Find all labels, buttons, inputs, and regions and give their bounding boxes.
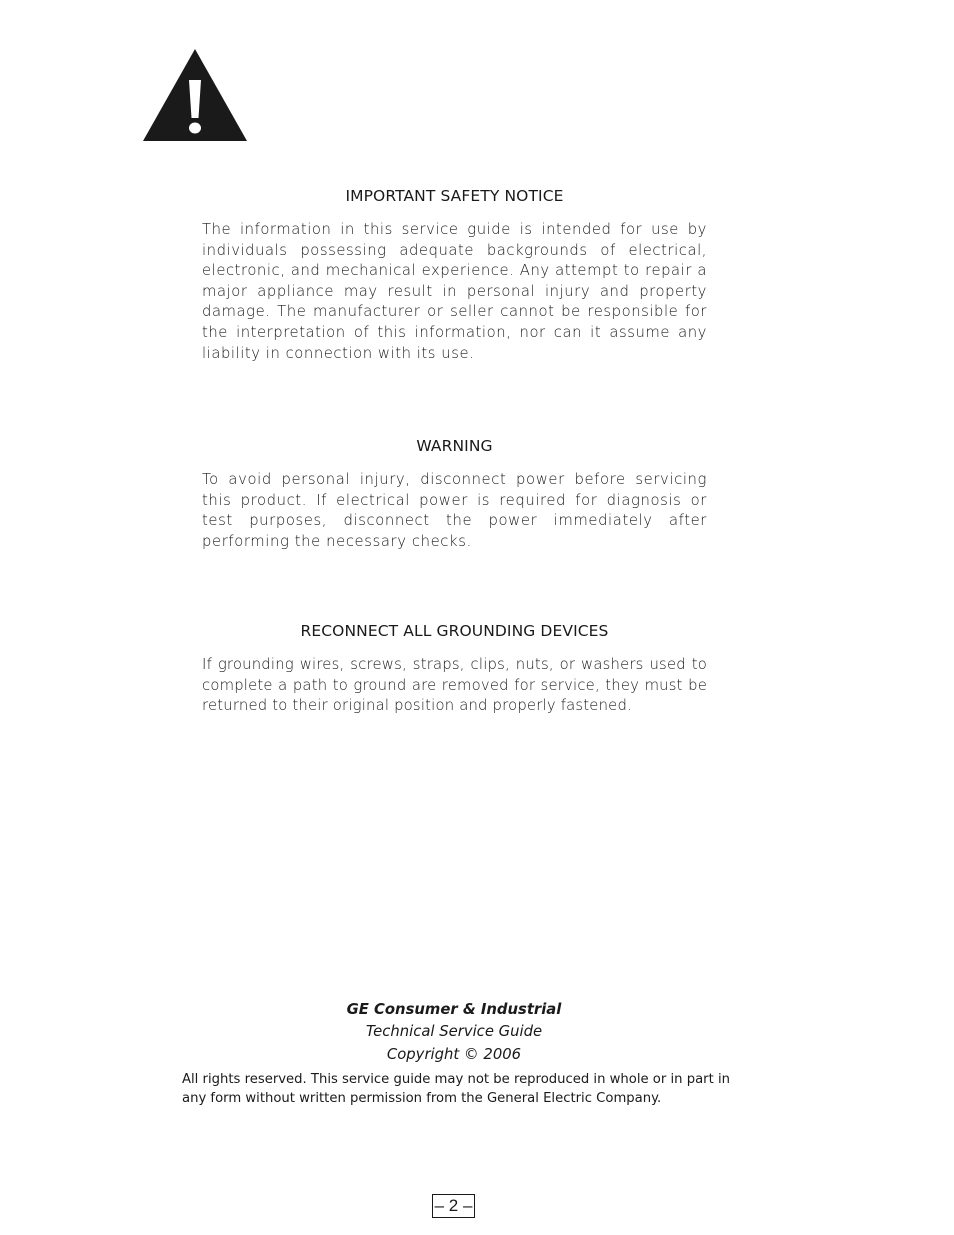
warning-triangle-icon: [142, 48, 248, 142]
safety-notice-heading: IMPORTANT SAFETY NOTICE: [345, 187, 564, 205]
footer-guide-title: Technical Service Guide: [365, 1023, 543, 1040]
footer-company: GE Consumer & Industrial: [346, 1001, 562, 1018]
page-number: – 2 –: [432, 1194, 475, 1218]
rights-notice: All rights reserved. This service guide may not be reproduced in whole or in part in any form without written permission from the General Electric Company.: [182, 1072, 730, 1106]
safety-notice-text: The information in this service guide is intended for use by individuals possessing adequate backgrounds of electrical, electronic, and mechanical experience. Any attempt to repair a major appliance may result in personal injury and property damage. The manufacturer or seller cannot be responsible for the interpretation of this information, nor can it assume any liability in connection with its use.: [202, 221, 707, 362]
grounding-heading: RECONNECT ALL GROUNDING DEVICES: [300, 622, 609, 640]
grounding-text: If grounding wires, screws, straps, clips, nuts, or washers used to complete a path to ground are removed for service, they must be returned to their original position and properly fastened.: [202, 656, 707, 715]
warning-heading: WARNING: [416, 437, 493, 455]
warning-text: To avoid personal injury, disconnect power before servicing this product. If electrical power is required for diagnosis or test purposes, disconnect the power immediately after performing the necessary checks.: [202, 471, 707, 550]
footer-copyright: Copyright © 2006: [386, 1046, 522, 1063]
